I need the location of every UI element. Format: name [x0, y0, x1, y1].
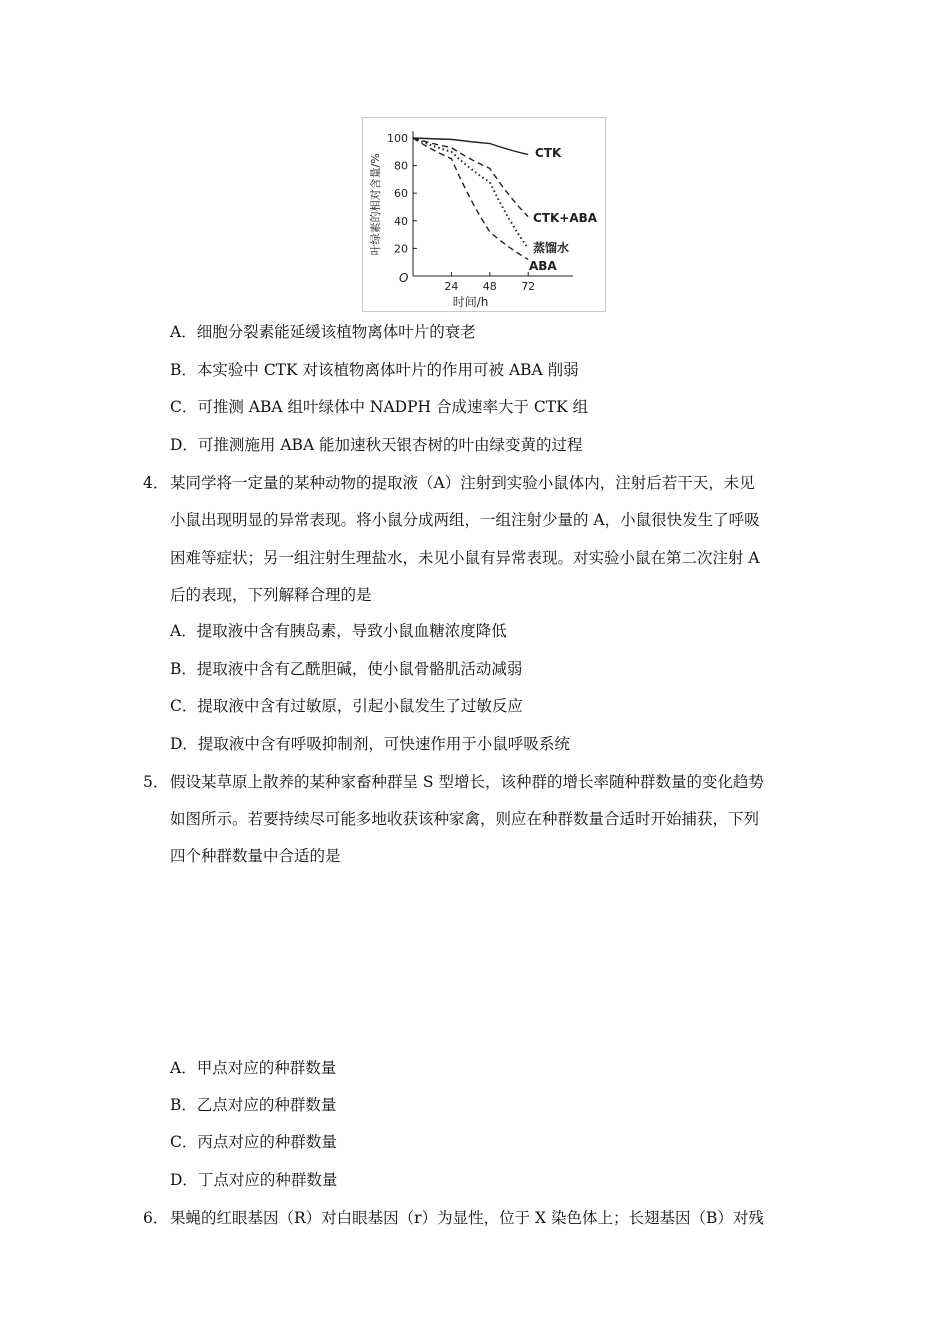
- series-label: CTK+ABA: [533, 211, 598, 225]
- q5-text-line: 四个种群数量中合适的是: [170, 847, 341, 865]
- series-label: 蒸馏水: [533, 241, 570, 255]
- x-tick-label: 72: [521, 280, 536, 293]
- q3-option-c: C．可推测 ABA 组叶绿体中 NADPH 合成速率大于 CTK 组: [170, 398, 589, 416]
- q5-text-line: 如图所示。若要持续尽可能多地收获该种家禽，则应在种群数量合适时开始捕获，下列: [170, 810, 760, 828]
- q5-number: 5．: [143, 773, 169, 791]
- q4-text-line: 困难等症状；另一组注射生理盐水，未见小鼠有异常表现。对实验小鼠在第二次注射 A: [170, 549, 760, 567]
- q5-text-line: 假设某草原上散养的某种家畜种群呈 S 型增长，该种群的增长率随种群数量的变化趋势: [170, 773, 764, 791]
- x-axis-label: 时间/h: [452, 295, 489, 309]
- series-line: [413, 138, 528, 155]
- q4-option-d: D．提取液中含有呼吸抑制剂，可快速作用于小鼠呼吸系统: [170, 735, 570, 753]
- series-line: [413, 138, 528, 248]
- q4-text-line: 后的表现，下列解释合理的是: [170, 586, 372, 604]
- q3-option-b: B．本实验中 CTK 对该植物离体叶片的作用可被 ABA 削弱: [170, 361, 579, 379]
- series-label: ABA: [529, 259, 557, 273]
- x-tick-label: 24: [444, 280, 459, 293]
- y-tick-label: 100: [387, 132, 408, 145]
- q4-number: 4．: [143, 474, 169, 492]
- chlorophyll-chart: [362, 117, 606, 312]
- q3-option-d: D．可推测施用 ABA 能加速秋天银杏树的叶由绿变黄的过程: [170, 436, 583, 454]
- q5-option-c: C．丙点对应的种群数量: [170, 1133, 337, 1151]
- q5-option-d: D．丁点对应的种群数量: [170, 1171, 338, 1189]
- origin-label: O: [399, 271, 409, 285]
- q5-option-b: B．乙点对应的种群数量: [170, 1096, 337, 1114]
- q6-text-line: 果蝇的红眼基因（R）对白眼基因（r）为显性，位于 X 染色体上；长翅基因（B）对残: [170, 1209, 764, 1227]
- y-tick-label: 40: [394, 214, 408, 228]
- y-axis-label: 叶绿素的相对含量/%: [369, 153, 382, 256]
- y-tick-label: 20: [394, 242, 408, 256]
- q3-option-a: A．细胞分裂素能延缓该植物离体叶片的衰老: [170, 323, 476, 341]
- series-label: CTK: [535, 146, 562, 160]
- y-tick-label: 60: [394, 187, 408, 201]
- q4-text-line: 小鼠出现明显的异常表现。将小鼠分成两组，一组注射少量的 A，小鼠很快发生了呼吸: [170, 511, 760, 529]
- q4-option-c: C．提取液中含有过敏原，引起小鼠发生了过敏反应: [170, 697, 523, 715]
- q5-option-a: A．甲点对应的种群数量: [170, 1059, 337, 1077]
- series-line: [413, 138, 528, 259]
- y-tick-label: 80: [394, 159, 408, 173]
- chart-svg: [363, 118, 605, 311]
- x-tick-label: 48: [482, 280, 497, 293]
- q4-option-a: A．提取液中含有胰岛素，导致小鼠血糖浓度降低: [170, 622, 507, 640]
- q4-option-b: B．提取液中含有乙酰胆碱，使小鼠骨骼肌活动减弱: [170, 660, 523, 678]
- q6-number: 6．: [143, 1209, 169, 1227]
- q4-text-line: 某同学将一定量的某种动物的提取液（A）注射到实验小鼠体内，注射后若干天，未见: [170, 474, 755, 492]
